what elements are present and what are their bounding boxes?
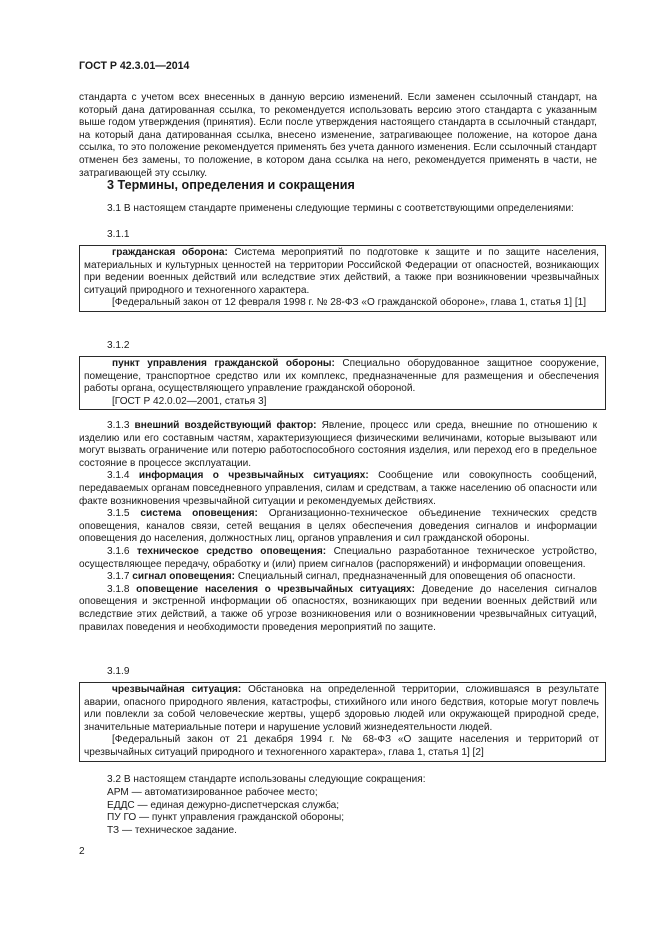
term-number-3-1-2: 3.1.2	[107, 340, 130, 351]
term-text: Система мероприятий по подготовке к защите и по защите населения, материальных и культурных ценностей на территории Российской Федерации от опасностей, возникающих при ведении военных действий или вследствие этих действий, а также при возникновении чрезвычайных ситуаций природного и техногенного характера.	[84, 247, 599, 296]
term-box-3-1-2	[79, 356, 606, 410]
abbreviation-list	[107, 787, 587, 837]
term-name: сигнал оповещения:	[132, 571, 236, 583]
term-text: Обстановка на определенной территории, сложившаяся в результате аварии, опасного природного явления, катастрофы, стихийного или иного бедствия, которые могут повлечь или повлекли за собой человеческие жертвы, ущерб здоровью людей или окружающей природной среде, значительные материальные потери и нарушение условий жизнедеятельности людей.	[84, 684, 599, 733]
term-source: [Федеральный закон от 21 декабря 1994 г. № 68-ФЗ «О защите населения и территорий от чрезвычайных ситуаций природного и техногенного характера», глава 1, статья 1] [2]	[84, 734, 599, 758]
section-title: 3 Термины, определения и сокращения	[107, 178, 355, 192]
abbreviation-item: ЕДДС — единая дежурно-диспетчерская служба;	[107, 799, 340, 811]
term-name: чрезвычайная ситуация:	[112, 684, 242, 695]
page-number: 2	[79, 846, 85, 857]
term-definition	[84, 684, 599, 734]
term-name: пункт управления гражданской обороны:	[112, 358, 335, 369]
clause-3-1	[79, 203, 597, 216]
abbreviation-item: ТЗ — техническое задание.	[107, 824, 237, 836]
term-3-1-6: 3.1.6 техническое средство оповещения: Специально разработанное техническое устройство, осуществляющее передачу, обработку и (или) прием сигналов (распоряжений) и информации оповещения.	[79, 545, 597, 570]
term-3-1-7: 3.1.7 сигнал оповещения: Специальный сигнал, предназначенный для оповещения об опасности.	[107, 571, 576, 583]
terms-3-1-3-to-3-1-8	[79, 420, 597, 634]
term-definition	[84, 358, 599, 396]
term-box-3-1-1	[79, 245, 606, 312]
page-header: ГОСТ Р 42.3.01—2014	[79, 60, 190, 72]
clause-3-1-text: 3.1 В настоящем стандарте применены следующие термины с соответствующими определениями:	[107, 203, 574, 214]
term-box-3-1-9	[79, 682, 606, 762]
term-3-1-4: 3.1.4 информация о чрезвычайных ситуациях: Сообщение или совокупность сообщений, передаваемых органам повседневного управления, силам и средствам, а также населению об опасности или факте возникновения чрезвычайной ситуации и рекомендуемых действиях.	[79, 470, 597, 507]
intro-text: стандарта с учетом всех внесенных в данную версию изменений. Если заменен ссылочный стандарт, на который дана датированная ссылка, то рекомендуется использовать версию этого стандарта с указанным выше годом утверждения (принятия). Если после утверждения настоящего стандарта в ссылочный стандарт, на который дана датированная ссылка, внесено изменение, затрагивающее положение, на которое дана ссылка, то это положение рекомендуется применять без учета данного изменения. Если ссылочный стандарт отменен без замены, то положение, в котором дана ссылка на него, рекомендуется применять в части, не затрагивающей эту ссылку.	[79, 92, 597, 179]
term-source: [ГОСТ Р 42.0.02—2001, статья 3]	[112, 395, 267, 407]
term-number-3-1-1: 3.1.1	[107, 229, 130, 240]
term-definition	[84, 247, 599, 297]
term-name: внешний воздействующий фактор:	[134, 420, 317, 431]
abbreviation-item: ПУ ГО — пункт управления гражданской обороны;	[107, 812, 345, 824]
clause-3-2	[79, 774, 597, 787]
abbreviation-item: АРМ — автоматизированное рабочее место;	[107, 787, 318, 798]
term-source: [Федеральный закон от 12 февраля 1998 г. № 28-ФЗ «О гражданской обороне», глава 1, статья 1] [1]	[112, 297, 587, 309]
intro-paragraph	[79, 92, 597, 180]
clause-3-2-text: 3.2 В настоящем стандарте использованы следующие сокращения:	[107, 774, 426, 785]
term-3-1-5: 3.1.5 система оповещения: Организационно-техническое объединение технических средств оповещения, каналов связи, сетей вещания в целях обеспечения доведения сигналов и информации оповещения до населения, должностных лиц, органов управления и сил гражданской обороны.	[79, 508, 597, 545]
term-name: информация о чрезвычайных ситуациях:	[138, 470, 369, 482]
term-text: Специально оборудованное защитное сооружение, помещение, транспортное средство или их комплекс, предназначенные для размещения и обеспечения работы органа, осуществляющего управление гражданской обороной.	[84, 358, 600, 395]
term-name: гражданская оборона:	[112, 247, 228, 258]
term-name: техническое средство оповещения:	[136, 545, 327, 557]
term-3-1-8: 3.1.8 оповещение населения о чрезвычайных ситуациях: Доведение до населения сигналов оповещения и экстренной информации об опасностях, возникающих при ведении военных действий или вследствие этих действий, а также об угрозе возникновения или о возникновении чрезвычайных ситуаций, правилах поведения и необходимости проведения мероприятий по защите.	[79, 583, 597, 633]
term-name: оповещение населения о чрезвычайных ситуациях:	[136, 583, 416, 595]
term-number-3-1-9: 3.1.9	[107, 666, 130, 677]
term-3-1-3: 3.1.3 внешний воздействующий фактор: Явление, процесс или среда, внешние по отношению к изделию или его составным частям, характеризующиеся физическими величинами, которые вызывают или могут вызвать ограничение или потерю работоспособного состояния изделия, или переход его в предельное состояние в процессе эксплуатации.	[79, 420, 597, 469]
term-name: система оповещения:	[140, 508, 258, 520]
